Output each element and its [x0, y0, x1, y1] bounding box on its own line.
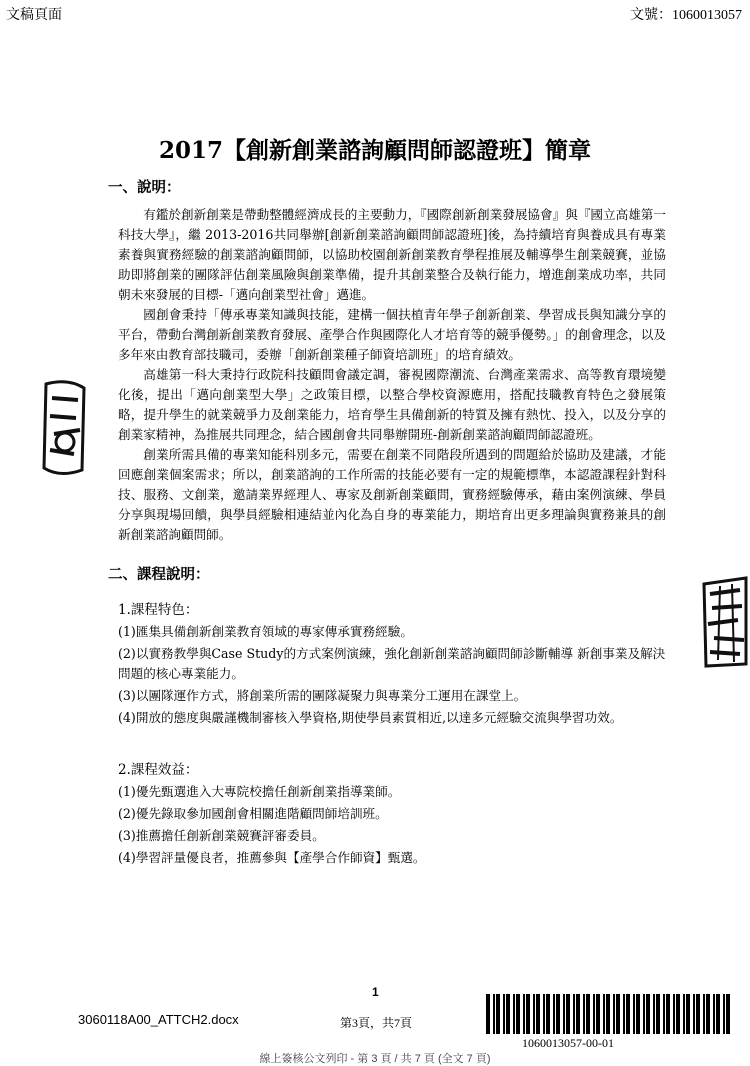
list-item	[118, 708, 666, 728]
item-text: 以團隊運作方式，將創業所需的團隊凝聚力與專業分工運用在課堂上。	[135, 688, 527, 703]
header-doc-type: 文稿頁面	[6, 8, 62, 23]
paragraph: 創業所需具備的專業知能科別多元，需要在創業不同階段所遇到的問題給於協助及建議，才能回應創業個案需求；所以，創業諮詢的工作所需的技能必要有一定的規範標準，本認證課程針對科技、服務、文創業，邀請業界經理人、專家及創新創業顧問，實務經驗傳承，藉由案例演練、學員分享與現場回饋，與學員經驗相連結並內化為自身的專業能力，期培育出更多理論與實務兼具的創新創業諮詢顧問師。	[118, 447, 666, 542]
document-title: 2017【創新創業諮詢顧問師認證班】簡章	[158, 137, 591, 164]
item-text: 開放的態度與嚴謹機制審核入學資格,期使學員素質相近,以達多元經驗交流與學習功效。	[135, 710, 623, 725]
item-number: (3)	[118, 688, 136, 703]
section-heading-course: 二、課程說明：	[108, 566, 210, 583]
list-item	[118, 804, 666, 824]
left-seal-stamp	[38, 378, 88, 478]
barcode-number: 1060013057-00-01	[522, 1036, 614, 1050]
page-count: 第3頁，共7頁	[340, 1016, 413, 1030]
list-item	[118, 826, 666, 846]
item-text: 學習評量優良者，推薦參與【產學合作師資】甄選。	[135, 850, 426, 865]
item-number: (2)	[118, 806, 136, 821]
section-heading-description: 一、說明：	[108, 179, 181, 196]
item-text: 優先甄選進入大專院校擔任創新創業指導業師。	[135, 784, 401, 799]
item-text: 以實務教學與Case Study的方式案例演練，強化創新創業諮詢顧問師診斷輔導 新創事業及解決問題的核心專業能力。	[118, 646, 666, 681]
page-number: 1	[372, 985, 379, 999]
paragraph: 高雄第一科大秉持行政院科技顧問會議定調，審視國際潮流、台灣產業需求、高等教育環境變化後，提出「邁向創業型大學」之政策目標，以整合學校資源應用，搭配技職教育特色之發展策略，提升學生的就業競爭力及創業能力，培育學生具備創新的特質及擁有熱忱、投入，以及分享的創業家精神，為推展共同理念，結合國創會共同舉辦開班-創新創業諮詢顧問師認證班。	[118, 367, 666, 442]
features-title: 1.課程特色：	[118, 602, 199, 618]
item-number: (2)	[118, 646, 136, 661]
item-text: 推薦擔任創新創業競賽評審委員。	[135, 828, 325, 843]
item-text: 優先錄取參加國創會相關進階顧問師培訓班。	[135, 806, 388, 821]
file-name: 3060118A00_ATTCH2.docx	[78, 1012, 239, 1027]
list-item	[118, 782, 666, 802]
item-number: (4)	[118, 710, 136, 725]
header-doc-number: 文號：1060013057	[630, 8, 742, 23]
benefits-title: 2.課程效益：	[118, 762, 199, 778]
print-footer: 線上簽核公文列印 - 第 3 頁 / 共 7 頁 (全文 7 頁)	[259, 1053, 491, 1065]
list-item	[118, 622, 666, 642]
right-seal-stamp	[700, 576, 750, 668]
paragraph: 有鑑於創新創業是帶動整體經濟成長的主要動力，『國際創新創業發展協會』與『國立高雄第一科技大學』，繼 2013-2016共同舉辦[創新創業諮詢顧問師認證班]後，為持續培育與養成具有專業素養與實務經驗的創業諮詢顧問師，以協助校園創新創業教育學程推展及輔導學生創業競賽，並協助即將創業的團隊評估創業風險與創業準備，提升其創業整合及執行能力，增進創業成功率，共同朝未來發展的目標-「邁向創業型社會」邁進。	[118, 207, 666, 302]
paragraph: 國創會秉持「傳承專業知識與技能，建構一個扶植青年學子創新創業、學習成長與知識分享的平台，帶動台灣創新創業教育發展、產學合作與國際化人才培育等的競爭優勢。」的創會理念，以及多年來由教育部技職司，委辦「創新創業種子師資培訓班」的培育績效。	[118, 307, 666, 362]
document-body	[108, 176, 666, 870]
list-item	[118, 686, 666, 706]
barcode-icon	[484, 994, 734, 1034]
item-number: (1)	[118, 784, 136, 799]
list-item	[118, 644, 666, 684]
item-number: (1)	[118, 624, 136, 639]
item-number: (4)	[118, 850, 136, 865]
list-item	[118, 848, 666, 868]
item-text: 匯集具備創新創業教育領域的專家傳承實務經驗。	[135, 624, 413, 639]
item-number: (3)	[118, 828, 136, 843]
